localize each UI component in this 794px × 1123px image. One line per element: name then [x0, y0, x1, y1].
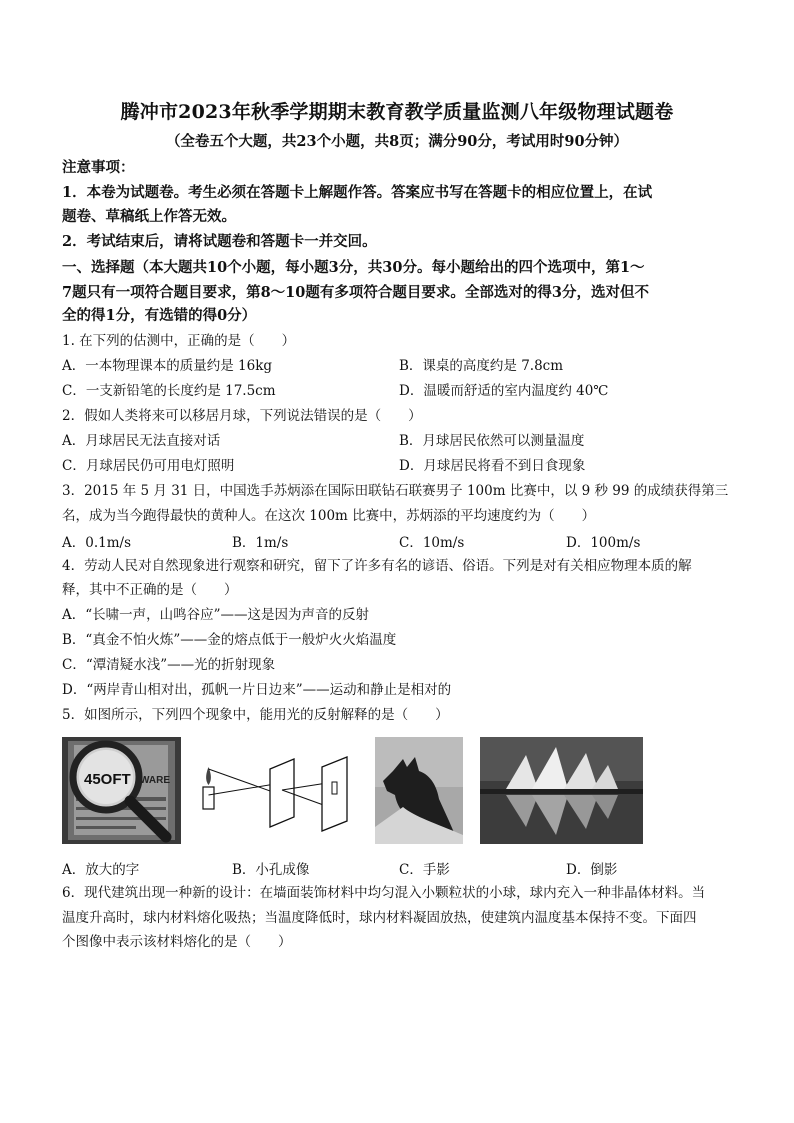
question-2-option-a: A．月球居民无法直接对话 [62, 433, 221, 449]
question-1-option-a: A．一本物理课本的质量约是 16kg [62, 358, 273, 374]
question-5-option-d: D．倒影 [566, 862, 618, 878]
question-6-line-2: 温度升高时，球内材料熔化吸热；当温度降低时，球内材料凝固放热，使建筑内温度基本保持不变。下面四 [62, 910, 697, 926]
question-4-option-c: C．“潭清疑水浅”——光的折射现象 [62, 657, 276, 673]
question-2-option-b: B．月球居民依然可以测量温度 [399, 433, 585, 449]
question-3-option-b: B．1m/s [232, 535, 289, 551]
question-2-option-d: D．月球居民将看不到日食现象 [399, 458, 586, 474]
figure-pinhole-imaging [194, 737, 354, 844]
section-1-line-2: 7题只有一项符合题目要求，第8～10题有多项符合题目要求。全部选对的得3分，选对但不 [62, 284, 649, 301]
question-3-option-d: D．100m/s [566, 535, 641, 551]
question-6-line-1: 6．现代建筑出现一种新的设计：在墙面装饰材料中均匀混入小颗粒状的小球，球内充入一种非晶体材料。当 [62, 885, 706, 901]
question-4-line-1: 4．劳动人民对自然现象进行观察和研究，留下了许多有名的谚语、俗语。下列是对有关相应物理本质的解 [62, 558, 692, 574]
figure-magnified-text [62, 737, 181, 844]
figure-magnified-text-small: WARE [140, 775, 170, 786]
figure-reflection [480, 737, 643, 844]
figure-magnified-text-large: 45OFT [84, 771, 131, 788]
notes-item-1-line-1: 1．本卷为试题卷。考生必须在答题卡上解题作答。答案应书写在答题卡的相应位置上，在试 [62, 184, 653, 201]
question-5-option-c: C．手影 [399, 862, 450, 878]
question-5-stem: 5．如图所示，下列四个现象中，能用光的反射解释的是（ ） [62, 707, 449, 723]
question-4-option-b: B．“真金不怕火炼”——金的熔点低于一般炉火火焰温度 [62, 632, 397, 648]
question-4-line-2: 释，其中不正确的是（ ） [62, 582, 238, 598]
section-1-line-3: 全的得1分，有选错的得0分） [62, 307, 257, 324]
question-6-line-3: 个图像中表示该材料熔化的是（ ） [62, 934, 292, 950]
section-1-line-1: 一、选择题（本大题共10个小题，每小题3分，共30分。每小题给出的四个选项中，第1～ [62, 259, 645, 276]
notes-item-1-line-2: 题卷、草稿纸上作答无效。 [62, 208, 236, 225]
exam-subtitle: （全卷五个大题，共23个小题，共8页；满分90分，考试用时90分钟） [165, 133, 629, 150]
question-1-option-c: C．一支新铅笔的长度约是 17.5cm [62, 383, 276, 399]
question-1-stem: 1. 在下列的估测中，正确的是（ ） [62, 333, 296, 349]
question-2-stem: 2．假如人类将来可以移居月球，下列说法错误的是（ ） [62, 408, 422, 424]
question-3-option-c: C．10m/s [399, 535, 465, 551]
question-4-option-a: A．“长啸一声，山鸣谷应”——这是因为声音的反射 [62, 607, 370, 623]
question-3-line-1: 3．2015 年 5 月 31 日，中国选手苏炳添在国际田联钻石联赛男子 100m 比赛中，以 9 秒 99 的成绩获得第三 [62, 483, 729, 499]
question-3-line-2: 名，成为当今跑得最快的黄种人。在这次 100m 比赛中，苏炳添的平均速度约为（ ） [62, 508, 596, 524]
question-4-option-d: D．“两岸青山相对出，孤帆一片日边来”——运动和静止是相对的 [62, 682, 452, 698]
notes-item-2: 2．考试结束后，请将试题卷和答题卡一并交回。 [62, 233, 377, 250]
question-1-option-d: D．温暖而舒适的室内温度约 40℃ [399, 383, 609, 399]
question-2-option-c: C．月球居民仍可用电灯照明 [62, 458, 235, 474]
exam-title: 腾冲市2023年秋季学期期末教育教学质量监测八年级物理试题卷 [120, 101, 674, 123]
question-3-option-a: A．0.1m/s [62, 535, 131, 551]
question-5-option-a: A．放大的字 [62, 862, 140, 878]
question-5-option-b: B．小孔成像 [232, 862, 310, 878]
notes-heading: 注意事项： [62, 159, 135, 176]
question-1-option-b: B．课桌的高度约是 7.8cm [399, 358, 564, 374]
figure-hand-shadow [375, 737, 463, 844]
